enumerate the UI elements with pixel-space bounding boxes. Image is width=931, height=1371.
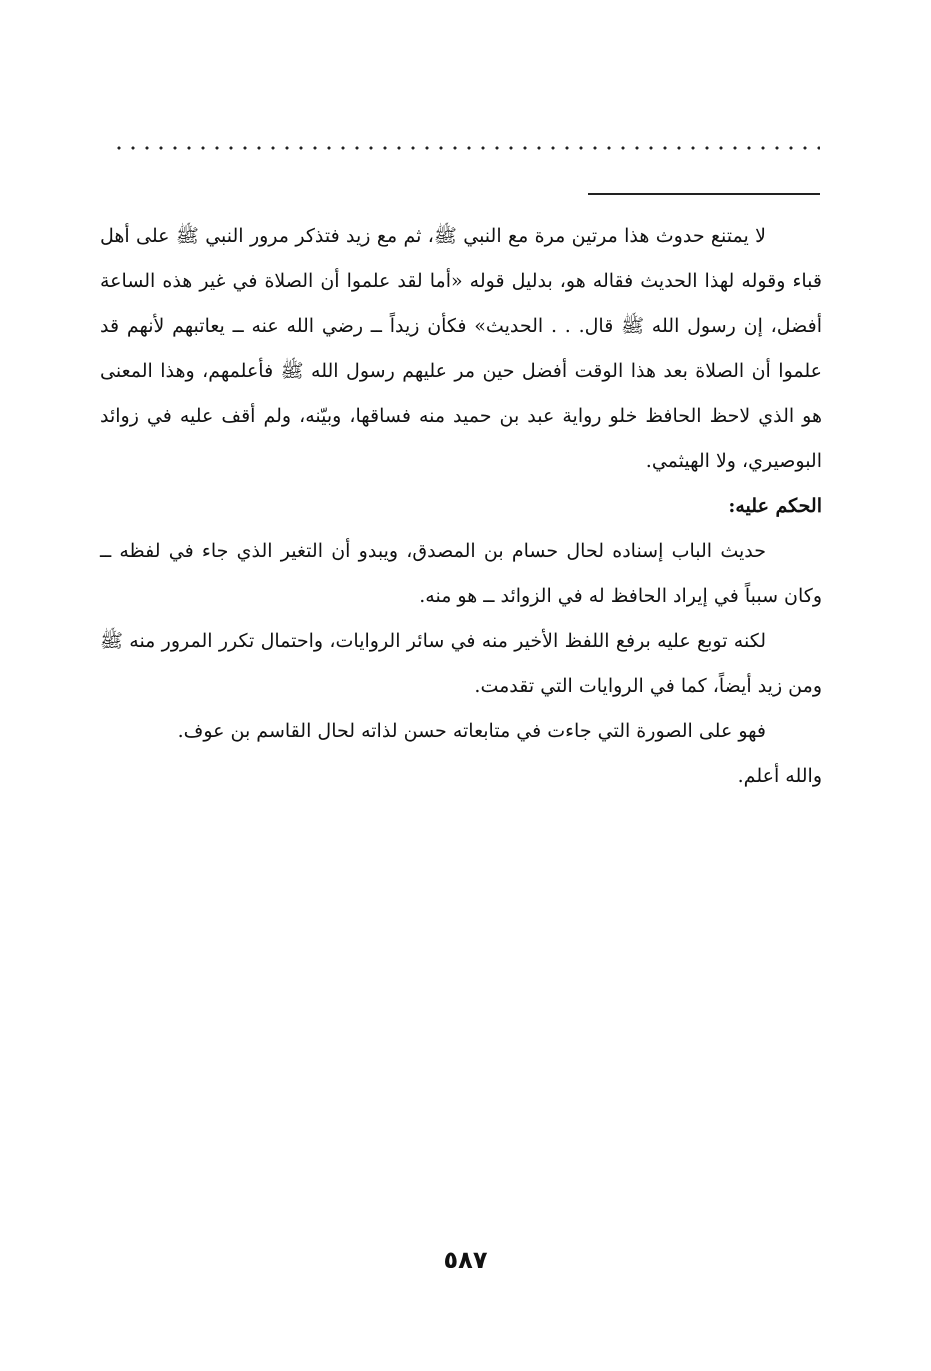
paragraph-corroboration: لكنه توبع عليه برفع اللفظ الأخير منه في سائر الروايات، واحتمال تكرر المرور منه ﷺ ومن زيد أيضاً، كما في الروايات التي تقدمت. — [100, 630, 822, 697]
page-number: ٥٨٧ — [443, 1246, 488, 1274]
paragraph-verdict: فهو على الصورة التي جاءت في متابعاته حسن لذاته لحال القاسم بن عوف. — [177, 720, 766, 742]
footnote-separator-line — [588, 193, 820, 195]
ruling-heading: الحكم عليه: — [728, 495, 822, 517]
paragraph-isnad: حديث الباب إسناده لحال حسام بن المصدق، ويبدو أن التغير الذي جاء في لفظه ــ وكان سبباً في إيراد الحافظ له في الزوائد ــ هو منه. — [100, 540, 822, 607]
body-text — [100, 214, 822, 799]
dotted-separator — [112, 146, 820, 150]
closing-phrase: والله أعلم. — [737, 765, 822, 787]
continuation-paragraph: لا يمتنع حدوث هذا مرتين مرة مع النبي ﷺ، ثم مع زيد فتذكر مرور النبي ﷺ على أهل قباء وقوله لهذا الحديث فقاله هو، بدليل قوله «أما لقد علموا أن الصلاة في غير هذه الساعة أفضل، إن رسول الله ﷺ قال. . . الحديث» فكأن زيداً ــ رضي الله عنه ــ يعاتبهم لأنهم قد علموا أن الصلاة بعد هذا الوقت أفضل حين مر عليهم رسول الله ﷺ فأعلمهم، وهذا المعنى هو الذي لاحظ الحافظ خلو رواية عبد بن حميد منه فساقها، وبيّنه، ولم أقف عليه في زوائد البوصيري، ولا الهيثمي. — [100, 225, 822, 472]
